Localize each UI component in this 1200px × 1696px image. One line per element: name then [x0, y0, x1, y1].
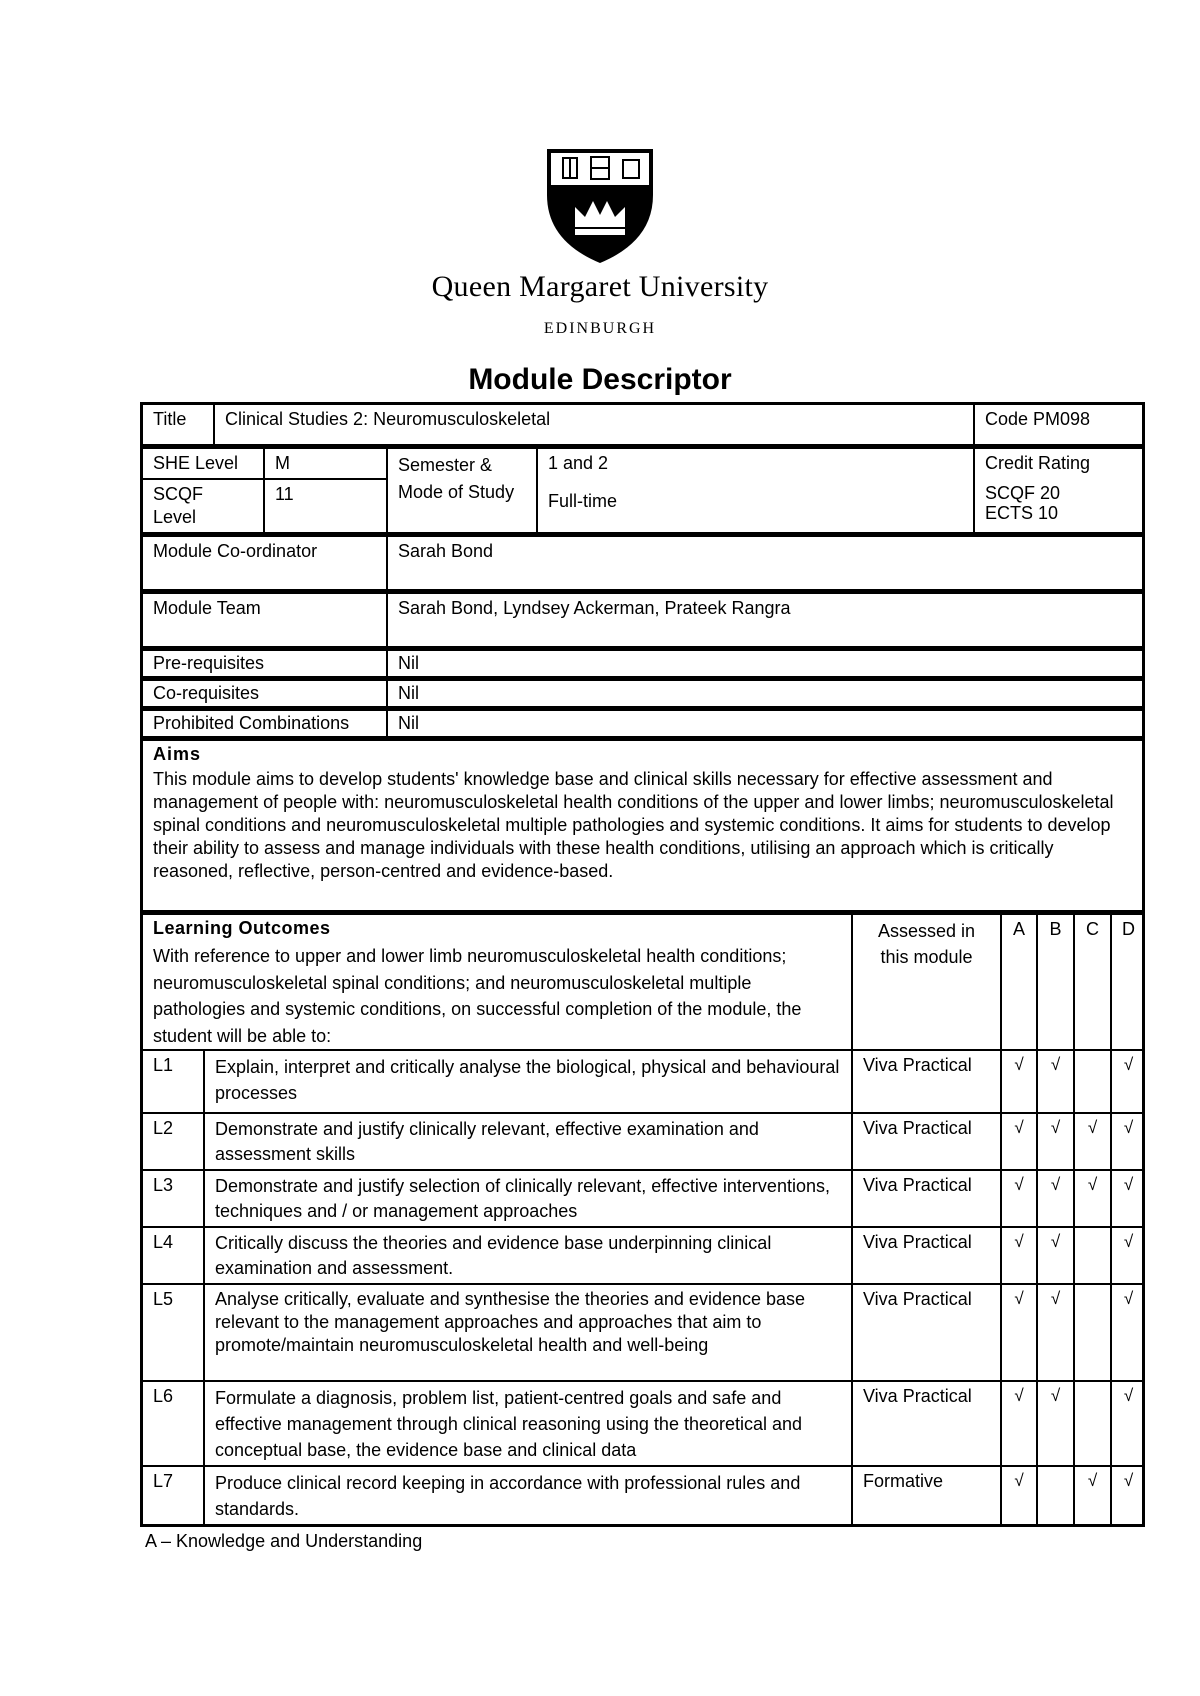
- outcome-tick-d: √: [1123, 1055, 1134, 1074]
- credit-rating-label: Credit Rating: [985, 453, 1091, 473]
- outcome-assessment: Formative: [863, 1471, 944, 1491]
- outcome-id: L7: [153, 1471, 174, 1491]
- outcome-tick-d: √: [1123, 1289, 1134, 1308]
- credit-ects: ECTS 10: [985, 503, 1059, 523]
- outcome-assessment: Viva Practical: [863, 1055, 972, 1075]
- she-level-label: SHE Level: [153, 453, 239, 473]
- corequisites-label: Co-requisites: [153, 683, 260, 703]
- outcome-assessment: Viva Practical: [863, 1289, 972, 1309]
- outcome-tick-c: [1075, 1285, 1110, 1289]
- title-value: Clinical Studies 2: Neuromusculoskeletal: [225, 409, 551, 429]
- levels-row: [140, 446, 1145, 535]
- outcome-tick-c: √: [1087, 1118, 1098, 1137]
- outcome-text: Produce clinical record keeping in accordance with professional rules and standards.: [215, 1473, 801, 1519]
- aims-text: This module aims to develop students' knowledge base and clinical skills necessary for effective assessment and management of people with: neuromusculoskeletal health conditions of the upper and lower limbs; neuromusculoskeletal spinal conditions and neuromusculoskeletal multiple pathologies and systemic conditions. It aims for students to develop their ability to assess and manage individuals with these health conditions, utilising an approach which is critically reasoned, reflective, person-centred and evidence-based.: [153, 769, 1114, 881]
- outcome-tick-a: √: [1014, 1118, 1024, 1137]
- outcome-tick-d: √: [1123, 1175, 1134, 1194]
- outcome-tick-b: √: [1050, 1289, 1061, 1308]
- outcome-assessment: Viva Practical: [863, 1232, 972, 1252]
- prohibited-combinations-value: Nil: [398, 713, 419, 733]
- outcome-id: L1: [153, 1055, 174, 1075]
- team-label: Module Team: [153, 598, 261, 618]
- page-title: Module Descriptor: [468, 363, 732, 396]
- coordinator-label: Module Co-ordinator: [153, 541, 318, 561]
- outcome-text: Demonstrate and justify clinically relevant, effective examination and assessment skills: [215, 1119, 759, 1164]
- outcome-text: Critically discuss the theories and evidence base underpinning clinical examination and assessment.: [215, 1233, 772, 1278]
- prohibited-combinations-row: [140, 708, 1145, 739]
- assessed-in-module-header: Assessed in this module: [877, 921, 976, 967]
- aims-heading: Aims: [153, 744, 202, 764]
- coordinator-row: [140, 534, 1145, 592]
- corequisites-value: Nil: [398, 683, 419, 703]
- outcome-tick-b: √: [1050, 1118, 1061, 1137]
- learning-outcomes-intro: With reference to upper and lower limb neuromusculoskeletal health conditions; neuromusculoskeletal spinal conditions; and neuromusculoskeletal multiple pathologies and systemic conditions, on successful completion of the module, the student will be able to:: [153, 946, 802, 1046]
- outcome-assessment: Viva Practical: [863, 1175, 972, 1195]
- prohibited-combinations-label: Prohibited Combinations: [153, 713, 350, 733]
- outcome-id: L3: [153, 1175, 174, 1195]
- outcome-tick-d: √: [1123, 1471, 1134, 1490]
- outcome-tick-a: √: [1014, 1471, 1024, 1490]
- outcome-tick-b: √: [1050, 1386, 1061, 1405]
- outcome-text: Explain, interpret and critically analyse the biological, physical and behavioural processes: [215, 1057, 840, 1103]
- outcome-tick-c: [1075, 1051, 1110, 1055]
- outcome-tick-b: √: [1050, 1232, 1061, 1251]
- title-row: [140, 402, 1145, 447]
- outcome-tick-a: √: [1014, 1232, 1024, 1251]
- outcome-tick-d: √: [1123, 1118, 1134, 1137]
- prerequisites-row: [140, 648, 1145, 679]
- prerequisites-label: Pre-requisites: [153, 653, 265, 673]
- outcome-text: Formulate a diagnosis, problem list, patient-centred goals and safe and effective management through clinical reasoning using the theoretical and conceptual base, the evidence base and clinical data: [215, 1388, 803, 1460]
- outcome-id: L5: [153, 1289, 174, 1309]
- outcome-tick-d: √: [1123, 1386, 1134, 1405]
- outcome-tick-b: √: [1050, 1055, 1061, 1074]
- credit-scqf: SCQF 20: [985, 483, 1061, 503]
- university-city: EDINBURGH: [543, 320, 657, 337]
- team-value: Sarah Bond, Lyndsey Ackerman, Prateek Rangra: [398, 598, 791, 618]
- outcome-tick-a: √: [1014, 1289, 1024, 1308]
- outcome-tick-c: √: [1087, 1175, 1098, 1194]
- outcome-tick-c: [1075, 1382, 1110, 1386]
- outcome-tick-a: √: [1014, 1175, 1024, 1194]
- outcome-tick-b: [1038, 1467, 1073, 1471]
- outcome-tick-d: √: [1123, 1232, 1134, 1251]
- outcome-tick-a: √: [1014, 1386, 1024, 1405]
- coordinator-value: Sarah Bond: [398, 541, 494, 561]
- team-row: [140, 591, 1145, 649]
- outcome-id: L4: [153, 1232, 174, 1252]
- semester-value: 1 and 2: [548, 453, 609, 473]
- university-crest-logo: [535, 145, 665, 265]
- learning-outcomes-table: [140, 912, 1145, 1527]
- column-b-header: B: [1049, 919, 1062, 939]
- scqf-level-label: SCQF Level: [153, 484, 204, 527]
- outcome-text: Analyse critically, evaluate and synthesise the theories and evidence base relevant to the management approaches and approaches that aim to promote/maintain neuromusculoskeletal health and well-being: [215, 1289, 806, 1355]
- title-label: Title: [153, 409, 187, 429]
- aims-section: [140, 738, 1145, 913]
- learning-outcomes-heading: Learning Outcomes: [153, 918, 331, 938]
- semester-label: Semester & Mode of Study: [398, 455, 515, 502]
- outcome-tick-c: [1075, 1228, 1110, 1232]
- university-name: Queen Margaret University: [431, 270, 769, 303]
- footnote: A – Knowledge and Understanding: [145, 1531, 423, 1551]
- corequisites-row: [140, 678, 1145, 709]
- outcome-assessment: Viva Practical: [863, 1118, 972, 1138]
- module-code: Code PM098: [985, 409, 1091, 429]
- prerequisites-value: Nil: [398, 653, 419, 673]
- outcome-tick-a: √: [1014, 1055, 1024, 1074]
- outcome-id: L2: [153, 1118, 174, 1138]
- mode-of-study-value: Full-time: [548, 491, 618, 511]
- scqf-level-value: 11: [275, 484, 294, 504]
- column-a-header: A: [1012, 919, 1025, 939]
- outcome-tick-c: √: [1087, 1471, 1098, 1490]
- outcome-text: Demonstrate and justify selection of clinically relevant, effective interventions, techniques and / or management approaches: [215, 1176, 830, 1221]
- outcome-tick-b: √: [1050, 1175, 1061, 1194]
- column-c-header: C: [1086, 919, 1099, 939]
- column-d-header: D: [1122, 919, 1135, 939]
- outcome-id: L6: [153, 1386, 174, 1406]
- she-level-value: M: [275, 453, 290, 473]
- outcome-assessment: Viva Practical: [863, 1386, 972, 1406]
